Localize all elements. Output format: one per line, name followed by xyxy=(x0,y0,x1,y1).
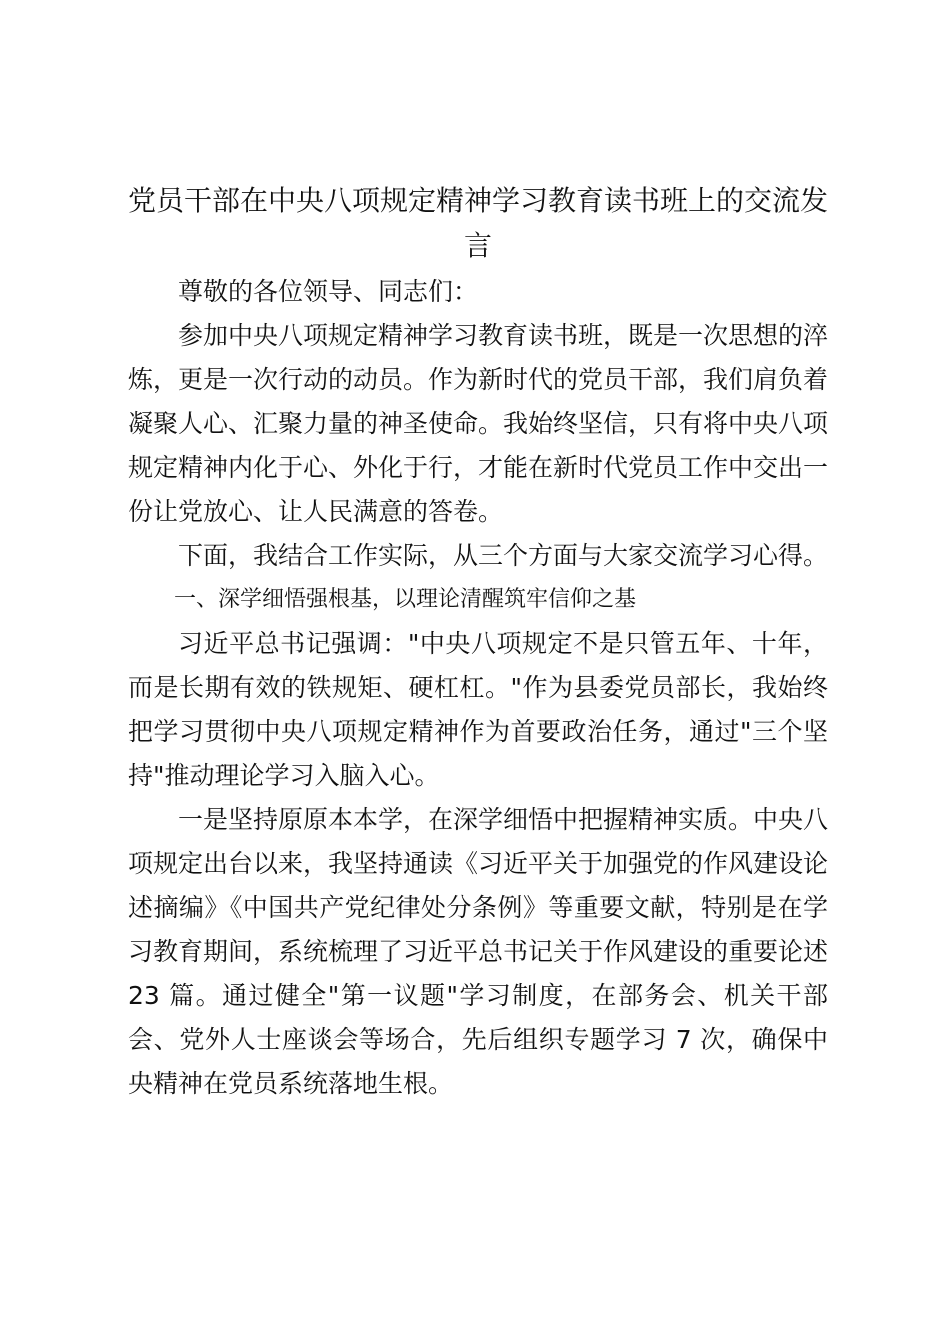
section-paragraph-quote: 习近平总书记强调："中央八项规定不是只管五年、十年，而是长期有效的铁规矩、硬杠杠。"作为县委党员部长，我始终把学习贯彻中央八项规定精神作为首要政治任务，通过"三个坚持"推动理论学习入脑入心。 xyxy=(128,629,828,790)
greeting: 尊敬的各位领导、同志们： xyxy=(178,277,479,306)
section-heading: 一、深学细悟强根基，以理论清醒筑牢信仰之基 xyxy=(174,587,637,612)
paragraph-intro: 参加中央八项规定精神学习教育读书班，既是一次思想的淬炼，更是一次行动的动员。作为新时代的党员干部，我们肩负着凝聚人心、汇聚力量的神圣使命。我始终坚信，只有将中央八项规定精神内化于心、外化于行，才能在新时代党员工作中交出一份让党放心、让人民满意的答卷。 xyxy=(128,321,829,526)
section-paragraph-point-one: 一是坚持原原本本学，在深学细悟中把握精神实质。中央八项规定出台以来，我坚持通读《习近平关于加强党的作风建设论述摘编》《中国共产党纪律处分条例》等重要文献，特别是在学习教育期间，系统梳理了习近平总书记关于作风建设的重要论述 23 篇。通过健全"第一议题"学习制度，在部务会、机关干部会、党外人士座谈会等场合，先后组织专题学习 7 次，确保中央精神在党员系统落地生根。 xyxy=(128,805,829,1098)
document-title: 党员干部在中央八项规定精神学习教育读书班上的交流发言 xyxy=(127,184,828,262)
document-body xyxy=(128,178,828,1106)
paragraph-transition: 下面，我结合工作实际，从三个方面与大家交流学习心得。 xyxy=(178,541,829,570)
